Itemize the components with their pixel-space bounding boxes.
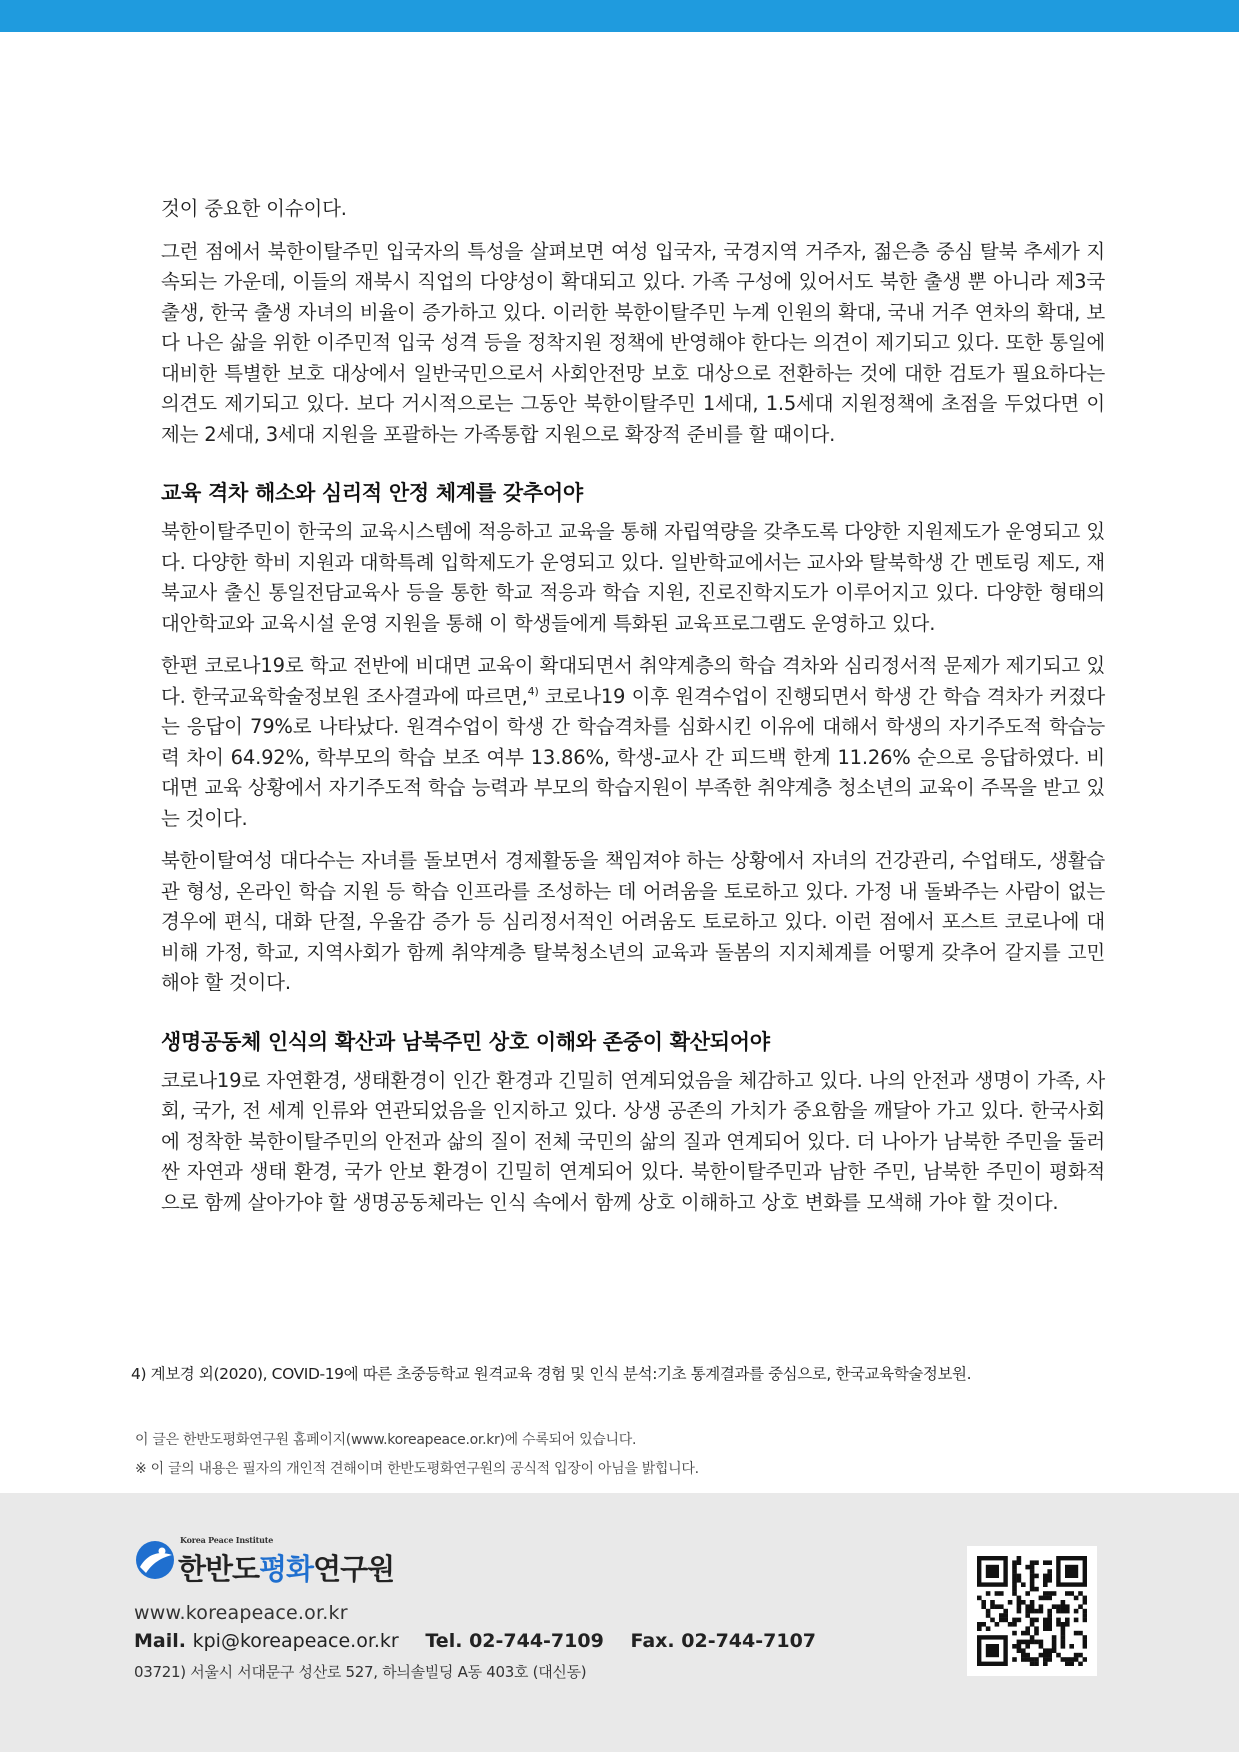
footnote-ref[interactable]: 4) bbox=[527, 684, 539, 698]
footnote: 4) 계보경 외(2020), COVID-19에 따른 초중등학교 원격교육 경험 및 인식 분석:기초 통계결과를 중심으로, 한국교육학술정보원. bbox=[131, 1365, 972, 1383]
logo-part-highlight: 평화 bbox=[259, 1552, 314, 1586]
article-body bbox=[161, 194, 1105, 1230]
logo-part: 연구원 bbox=[313, 1552, 395, 1586]
logo-korean-name bbox=[178, 1547, 394, 1588]
mail-address[interactable]: kpi@koreapeace.or.kr bbox=[192, 1630, 399, 1652]
qr-code[interactable] bbox=[967, 1546, 1097, 1676]
paragraph: 북한이탈여성 대다수는 자녀를 돌보면서 경제활동을 책임져야 하는 상황에서 자녀의 건강관리, 수업태도, 생활습관 형성, 온라인 학습 지원 등 학습 인프라를 조성하는 데 어려움을 토로하고 있다. 가정 내 돌봐주는 사람이 없는 경우에 편식, 대화 단절, 우울감 증가 등 심리정서적인 어려움도 토로하고 있다. 이런 점에서 포스트 코로나에 대비해 가정, 학교, 지역사회가 함께 취약계층 탈북청소년의 교육과 돌봄의 지지체계를 어떻게 갖추어 갈지를 고민해야 할 것이다. bbox=[161, 849, 1105, 994]
section-heading: 생명공동체 인식의 확산과 남북주민 상호 이해와 존중이 확산되어야 bbox=[161, 1029, 770, 1054]
logo-mark-icon bbox=[134, 1539, 176, 1581]
address: 03721) 서울시 서대문구 성산로 527, 하늬솔빌딩 A동 403호 (대신동) bbox=[134, 1663, 587, 1681]
institute-logo[interactable] bbox=[134, 1535, 394, 1585]
tel-label: Tel. bbox=[425, 1630, 463, 1652]
fax-number: 02-744-7107 bbox=[681, 1630, 817, 1652]
logo-english-name: Korea Peace Institute bbox=[180, 1535, 274, 1545]
paragraph: 그런 점에서 북한이탈주민 입국자의 특성을 살펴보면 여성 입국자, 국경지역 거주자, 젊은층 중심 탈북 추세가 지속되는 가운데, 이들의 재북시 직업의 다양성이 확대되고 있다. 가족 구성에 있어서도 북한 출생 뿐 아니라 제3국 출생, 한국 출생 자녀의 비율이 증가하고 있다. 이러한 북한이탈주민 누계 인원의 확대, 국내 거주 연차의 확대, 보다 나은 삶을 위한 이주민적 입국 성격 등을 정착지원 정책에 반영해야 한다는 의견이 제기되고 있다. 또한 통일에 대비한 특별한 보호 대상에서 일반국민으로서 사회안전망 보호 대상으로 전환하는 것에 대한 검토가 필요하다는 의견도 제기되고 있다. 보다 거시적으로는 그동안 북한이탈주민 1세대, 1.5세대 지원정책에 초점을 두었다면 이제는 2세대, 3세대 지원을 포괄하는 가족통합 지원으로 확장적 준비를 할 때이다. bbox=[161, 239, 1105, 446]
paragraph: 북한이탈주민이 한국의 교육시스템에 적응하고 교육을 통해 자립역량을 갖추도록 다양한 지원제도가 운영되고 있다. 다양한 학비 지원과 대학특례 입학제도가 운영되고 있다. 일반학교에서는 교사와 탈북학생 간 멘토링 제도, 재북교사 출신 통일전담교육사 등을 통한 학교 적응과 학습 지원, 진로진학지도가 이루어지고 있다. 다양한 형태의 대안학교와 교육시설 운영 지원을 통해 이 학생들에게 특화된 교육프로그램도 운영하고 있다. bbox=[161, 520, 1105, 635]
tel-number[interactable]: 02-744-7109 bbox=[469, 1630, 604, 1652]
source-note: 이 글은 한반도평화연구원 홈페이지(www.koreapeace.or.kr)에 수록되어 있습니다. bbox=[135, 1432, 637, 1448]
logo-part: 한반도 bbox=[178, 1552, 260, 1586]
paragraph-text: 한편 코로나19로 학교 전반에 비대면 교육이 확대되면서 취약계층의 학습 격차와 심리정서적 문제가 제기되고 있다. 한국교육학술정보원 조사결과에 따르면, bbox=[161, 654, 1105, 708]
paragraph-text: 코로나19 이후 원격수업이 진행되면서 학생 간 학습 격차가 커졌다는 응답이 79%로 나타났다. 원격수업이 학생 간 학습격차를 심화시킨 이유에 대해서 학생의 자기주도적 학습능력 차이 64.92%, 학부모의 학습 보조 여부 13.86%, 학생-교사 간 피드백 한계 11.26% 순으로 응답하였다. 비대면 교육 상황에서 자기주도적 학습 능력과 부모의 학습지원이 부족한 취약계층 청소년의 교육이 주목을 받고 있는 것이다. bbox=[161, 684, 1105, 830]
paragraph: 코로나19로 자연환경, 생태환경이 인간 환경과 긴밀히 연계되었음을 체감하고 있다. 나의 안전과 생명이 가족, 사회, 국가, 전 세계 인류와 연관되었음을 인지하고 있다. 상생 공존의 가치가 중요함을 깨달아 가고 있다. 한국사회에 정착한 북한이탈주민의 안전과 삶의 질이 전체 국민의 삶의 질과 연계되어 있다. 더 나아가 남북한 주민을 둘러싼 자연과 생태 환경, 국가 안보 환경이 긴밀히 연계되어 있다. 북한이탈주민과 남한 주민, 남북한 주민이 평화적으로 함께 살아가야 할 생명공동체라는 인식 속에서 함께 상호 이해하고 상호 변화를 모색해 가야 할 것이다. bbox=[161, 1068, 1105, 1214]
paragraph bbox=[161, 651, 1105, 834]
website-link[interactable]: www.koreapeace.or.kr bbox=[134, 1602, 348, 1624]
fax-label: Fax. bbox=[630, 1630, 675, 1652]
mail-label: Mail. bbox=[134, 1630, 186, 1652]
top-accent-bar bbox=[0, 0, 1239, 32]
qr-code-icon bbox=[977, 1556, 1087, 1666]
disclaimer-note: ※ 이 글의 내용은 필자의 개인적 견해이며 한반도평화연구원의 공식적 입장이 아님을 밝힙니다. bbox=[135, 1461, 699, 1477]
section-heading: 교육 격차 해소와 심리적 안정 체계를 갖추어야 bbox=[161, 481, 583, 505]
paragraph: 것이 중요한 이슈이다. bbox=[161, 197, 347, 220]
notes bbox=[135, 1426, 1135, 1484]
contact-line bbox=[134, 1630, 816, 1652]
